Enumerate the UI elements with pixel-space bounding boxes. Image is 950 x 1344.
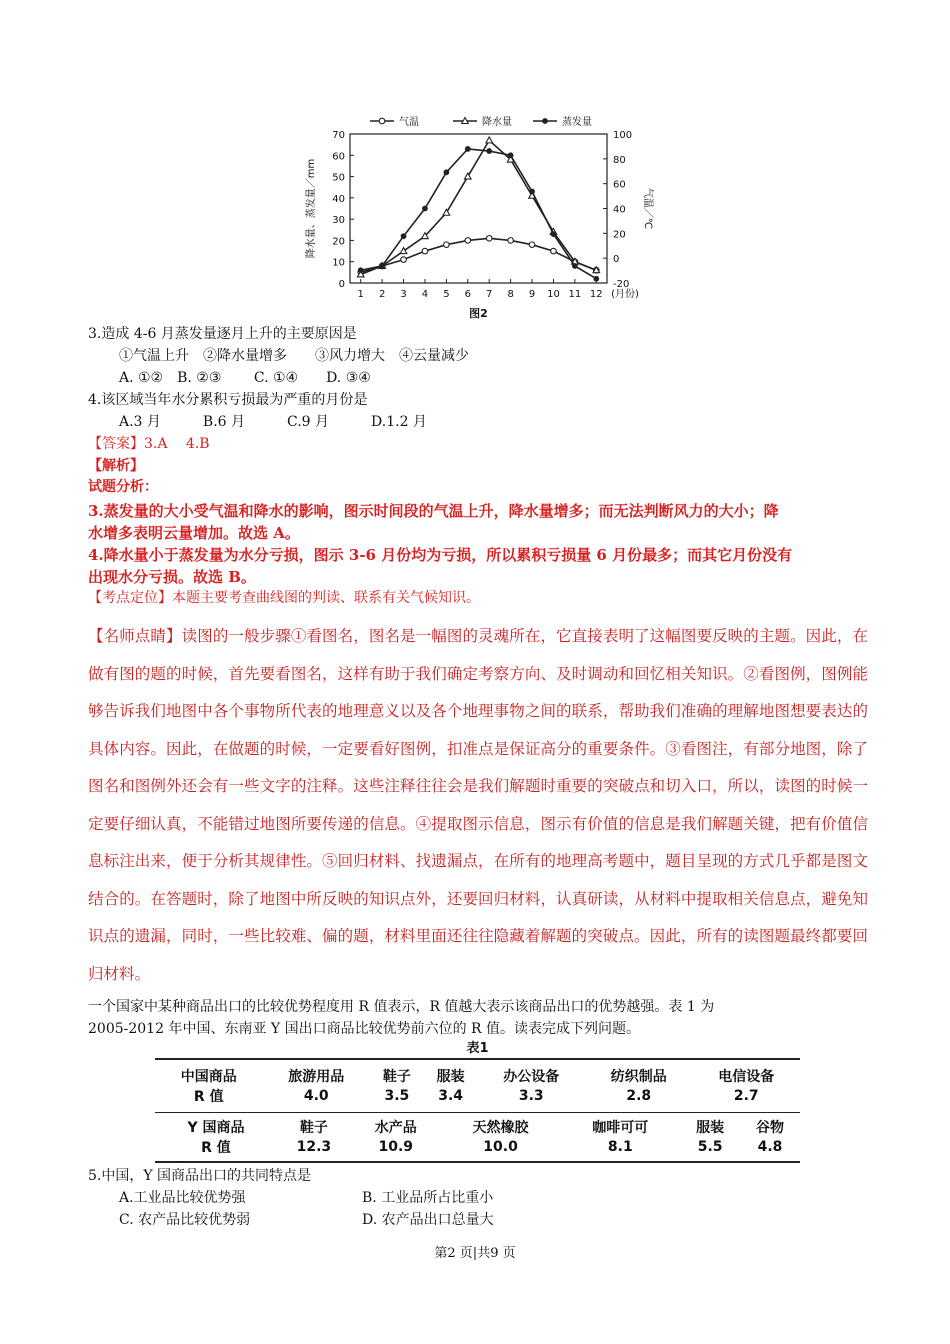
answer-3-line2: 水增多表明云量增加。故选 A。	[88, 524, 300, 542]
series-3-point	[572, 264, 577, 269]
table-cell: 纺织制品	[610, 1069, 667, 1085]
series-3-point	[401, 234, 406, 239]
table-cell: 5.5	[697, 1139, 723, 1155]
legend-marker-3	[543, 119, 548, 124]
y-right-tick-label: 20	[613, 229, 626, 241]
table-cell: 中国商品	[180, 1069, 237, 1085]
page-footer: 第2 页|共9 页	[434, 1246, 516, 1261]
answer-label: 【答案】3.A 4.B	[88, 436, 210, 452]
q5-option-b: B. 工业品所占比重小	[362, 1190, 494, 1206]
analysis-subheading: 试题分析：	[88, 479, 158, 495]
legend-marker-1	[379, 118, 385, 124]
series-3-point	[487, 149, 492, 154]
x-axis-label: (月份)	[611, 289, 639, 300]
q5-option-a: A.工业品比较优势强	[119, 1190, 246, 1206]
legend-label: 降水量	[482, 117, 512, 128]
x-tick-label: 1	[357, 289, 364, 300]
table-cell: 服装	[436, 1069, 465, 1085]
series-line-3	[361, 149, 597, 279]
series-1-point	[551, 248, 557, 254]
series-3-point	[465, 147, 470, 152]
y-right-tick-label: -20	[613, 279, 630, 290]
series-2-point	[486, 137, 493, 143]
table-cell: 鞋子	[299, 1120, 328, 1136]
x-tick-label: 7	[486, 289, 493, 300]
table-cell: 电信设备	[718, 1069, 775, 1085]
kaodian-text: 【考点定位】本题主要考查曲线图的判读、联系有关气候知识。	[88, 590, 480, 606]
y-left-tick-label: 30	[332, 215, 345, 227]
table-cell: 3.5	[384, 1088, 410, 1104]
q3-stem: 3.造成 4-6 月蒸发量逐月上升的主要原因是	[88, 326, 357, 342]
x-tick-label: 11	[568, 289, 582, 300]
legend-label: 气温	[399, 117, 419, 128]
series-3-point	[380, 264, 385, 269]
y-left-tick-label: 60	[332, 151, 345, 163]
table-row	[155, 1066, 800, 1086]
series-3-point	[508, 153, 513, 158]
chart-caption: 图2	[469, 307, 488, 320]
series-3-point	[594, 276, 599, 281]
answer-4-line2: 出现水分亏损。故选 B。	[88, 568, 256, 586]
intro-line2: 2005-2012 年中国、东南亚 Y 国出口商品比较优势前六位的 R 值。读表完成下列问题。	[88, 1021, 641, 1037]
answer-3-line1: 3.蒸发量的大小受气温和降水的影响，图示时间段的气温上升，降水量增多；而无法判断风力的大小；降	[88, 502, 779, 520]
table-cell: 服装	[696, 1120, 725, 1136]
table-cell: 2.8	[626, 1088, 652, 1104]
table-cell: 4.8	[757, 1139, 783, 1155]
climate-chart-svg	[300, 112, 660, 322]
x-tick-label: 3	[400, 289, 407, 300]
table-row	[155, 1086, 800, 1106]
table-china	[155, 1066, 800, 1106]
x-tick-label: 6	[464, 289, 471, 300]
table-cell: 旅游用品	[288, 1069, 345, 1085]
answer-4-line1: 4.降水量小于蒸发量为水分亏损，图示 3-6 月份均为亏损，所以累积亏损量 6 月份最多；而其它月份没有	[88, 546, 793, 564]
table-cell: 10.9	[378, 1139, 414, 1155]
table-row	[155, 1137, 800, 1157]
x-tick-label: 4	[421, 289, 429, 300]
series-1-point	[508, 238, 514, 244]
series-3-point	[530, 189, 535, 194]
series-2-point	[400, 248, 407, 254]
x-tick-label: 9	[528, 289, 536, 300]
table-cell: 12.3	[296, 1139, 332, 1155]
series-1-point	[529, 242, 535, 248]
q3-items: ①气温上升 ②降水量增多 ③风力增大 ④云量减少	[119, 348, 469, 364]
kaodian-line	[88, 588, 480, 608]
y-right-tick-label: 0	[613, 254, 620, 266]
y-left-tick-label: 20	[332, 236, 345, 248]
table-cell: 8.1	[607, 1139, 633, 1155]
q5-option-c: C. 农产品比较优势弱	[119, 1212, 251, 1228]
table-1	[155, 1040, 800, 1163]
y-left-tick-label: 0	[338, 279, 345, 290]
y-right-tick-label: 60	[613, 179, 626, 191]
q5-stem: 5.中国，Y 国商品出口的共同特点是	[88, 1168, 312, 1184]
table-cell: 2.7	[733, 1088, 759, 1104]
climate-chart	[300, 112, 660, 322]
table-cell: 10.0	[483, 1139, 518, 1155]
series-3-point	[423, 206, 428, 211]
series-1-point	[422, 248, 428, 254]
analysis-heading: 【解析】	[88, 458, 144, 474]
series-3-point	[358, 268, 363, 273]
y-left-tick-label: 70	[332, 130, 345, 141]
x-tick-label: 12	[589, 289, 603, 300]
q4-options: A.3 月 B.6 月 C.9 月 D.1.2 月	[119, 414, 427, 430]
table-cell: 谷物	[756, 1120, 785, 1136]
table-row	[155, 1117, 800, 1137]
y-right-tick-label: 100	[613, 130, 633, 141]
x-tick-label: 8	[507, 289, 514, 300]
table-title: 表1	[466, 1041, 489, 1056]
table-cell: 咖啡可可	[592, 1120, 649, 1136]
table-cell: 天然橡胶	[472, 1120, 529, 1136]
table-cell: Y 国商品	[187, 1120, 245, 1136]
table-cell: 鞋子	[382, 1069, 411, 1085]
table-cell: 3.4	[438, 1088, 464, 1104]
intro-line1: 一个国家中某种商品出口的比较优势程度用 R 值表示，R 值越大表示该商品出口的优势越强。表 1 为	[88, 999, 715, 1015]
x-tick-label: 10	[547, 289, 560, 300]
table-cell: R 值	[193, 1089, 224, 1105]
y-right-tick-label: 80	[613, 154, 626, 166]
x-tick-label: 5	[443, 289, 450, 300]
series-1-point	[486, 236, 492, 242]
table-cell: R 值	[201, 1140, 231, 1156]
q3-options: A. ①② B. ②③ C. ①④ D. ③④	[119, 370, 371, 386]
series-1-point	[444, 242, 450, 248]
series-3-point	[444, 170, 449, 175]
y-left-tick-label: 50	[332, 172, 345, 184]
table-cell: 4.0	[303, 1088, 329, 1104]
q5-option-d: D. 农产品出口总量大	[362, 1212, 494, 1228]
y-left-tick-label: 40	[332, 193, 345, 205]
table-cell: 办公设备	[503, 1069, 560, 1085]
y-right-tick-label: 40	[613, 204, 626, 216]
y-left-axis-label: 降水量、蒸发量／mm	[306, 158, 317, 259]
series-1-point	[401, 257, 407, 263]
q4-stem: 4.该区域当年水分累积亏损最为严重的月份是	[88, 392, 368, 408]
legend-label: 蒸发量	[562, 117, 592, 128]
y-left-tick-label: 10	[332, 257, 345, 269]
table-cell: 水产品	[374, 1120, 417, 1136]
table-y	[155, 1117, 800, 1157]
x-tick-label: 2	[378, 289, 386, 300]
mingshi-paragraph: 【名师点睛】读图的一般步骤①看图名，图名是一幅图的灵魂所在，它直接表明了这幅图要反映的主题。因此，在做有图的题的时候，首先要看图名，这样有助于我们确定考察方向、及时调动和回忆相关知识。②看图例，图例能够告诉我们地图中各个事物所代表的地理意义以及各个地理事物之间的联系，帮助我们准确的理解地图想要表达的具体内容。因此，在做题的时候，一定要看好图例，扣准点是保证高分的重要条件。③看图注，有部分地图，除了图名和图例外还会有一些文字的注释。这些注释往往会是我们解题时重要的突破点和切入口，所以，读图的时候一定要仔细认真，不能错过地图所要传递的信息。④提取图示信息，图示有价值的信息是我们解题关键，把有价值信息标注出来，便于分析其规律性。⑤回归材料、找遗漏点，在所有的地理高考题中，题目呈现的方式几乎都是图文结合的。在答题时，除了地图中所反映的知识点外，还要回归材料，认真研读，从材料中提取相关信息点，避免知识点的遗漏，同时，一些比较难、偏的题，材料里面还往往隐藏着解题的突破点。因此，所有的读图题最终都要回归材料。	[88, 627, 868, 983]
y-right-axis-label: 气温／℃	[642, 187, 653, 230]
series-1-point	[465, 238, 471, 244]
series-3-point	[551, 232, 556, 237]
table-cell: 3.3	[518, 1088, 544, 1104]
